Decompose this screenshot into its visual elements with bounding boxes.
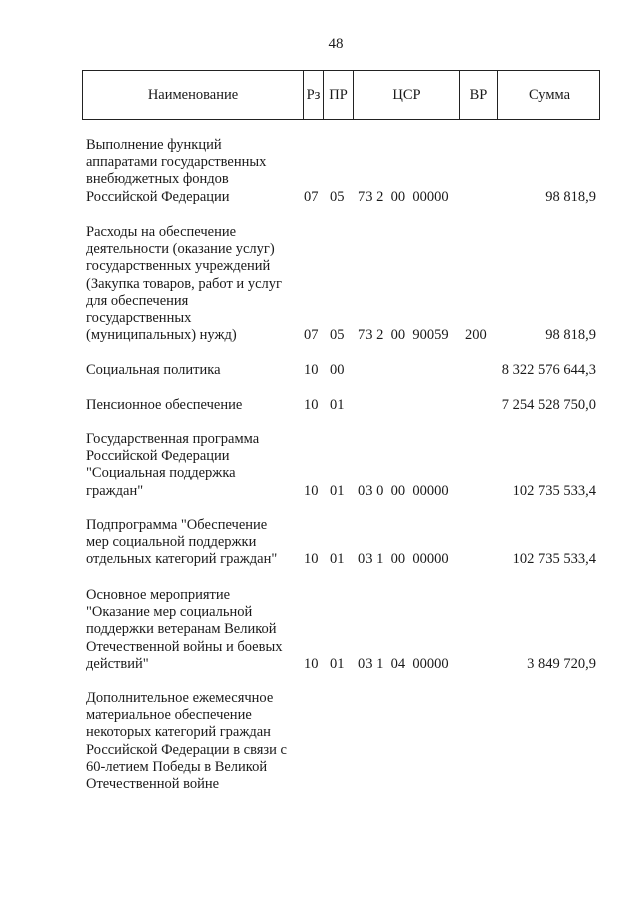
row-sum: 3 849 720,9: [527, 655, 596, 672]
row-pr: 01: [330, 551, 345, 568]
row-pr: 01: [330, 482, 345, 499]
row-pr: 01: [330, 655, 345, 672]
row-name: Подпрограмма "Обеспечение мер социальной поддержки отдельных категорий граждан": [86, 517, 278, 568]
row-pr: 00: [330, 362, 345, 378]
row-sum: 98 818,9: [545, 188, 596, 205]
header-vr: ВР: [459, 71, 497, 119]
row-rz: 10: [304, 655, 319, 672]
header-rz: Рз: [303, 71, 323, 119]
header-csr: ЦСР: [353, 71, 459, 119]
row-name: Основное мероприятие "Оказание мер социальной поддержки ветеранам Великой Отечественной войны и боевых действий": [86, 587, 283, 672]
row-name: Выполнение функций аппаратами государственных внебюджетных фондов Российской Федерации: [86, 137, 267, 205]
row-csr: 73 2 00 00000: [358, 188, 449, 205]
row-pr: 05: [330, 188, 345, 205]
row-csr: 03 1 00 00000: [358, 551, 449, 568]
row-sum: 102 735 533,4: [512, 482, 596, 499]
row-vr: 200: [465, 327, 487, 344]
row-rz: 10: [304, 482, 319, 499]
table-header: [82, 70, 600, 120]
row-pr: 05: [330, 327, 345, 344]
row-name: Дополнительное ежемесячное материальное обеспечение некоторых категорий граждан Российской Федерации в связи с 60-летием Победы в Великой Отечественной войне: [86, 690, 287, 793]
row-name: Социальная политика: [86, 362, 221, 378]
row-csr: 03 1 04 00000: [358, 655, 449, 672]
row-pr: 01: [330, 397, 345, 413]
row-sum: 8 322 576 644,3: [501, 362, 596, 378]
row-rz: 07: [304, 327, 319, 344]
row-csr: 03 0 00 00000: [358, 482, 449, 499]
row-rz: 10: [304, 551, 319, 568]
row-sum: 98 818,9: [545, 327, 596, 344]
row-rz: 10: [304, 362, 319, 378]
row-sum: 7 254 528 750,0: [501, 397, 596, 413]
header-pr: ПР: [323, 71, 353, 119]
row-name: Пенсионное обеспечение: [86, 397, 243, 413]
row-rz: 10: [304, 397, 319, 413]
header-sum: Сумма: [497, 71, 601, 119]
row-name: Государственная программа Российской Федерации "Социальная поддержка граждан": [86, 431, 260, 499]
row-name: Расходы на обеспечение деятельности (оказание услуг) государственных учреждений (Закупка товаров, работ и услуг для обеспечения государственных (муниципальных) нужд): [86, 224, 282, 344]
row-rz: 07: [304, 188, 319, 205]
header-name: Наименование: [147, 86, 239, 103]
row-sum: 102 735 533,4: [512, 551, 596, 568]
page-number: 48: [328, 36, 344, 52]
row-csr: 73 2 00 90059: [358, 327, 449, 344]
